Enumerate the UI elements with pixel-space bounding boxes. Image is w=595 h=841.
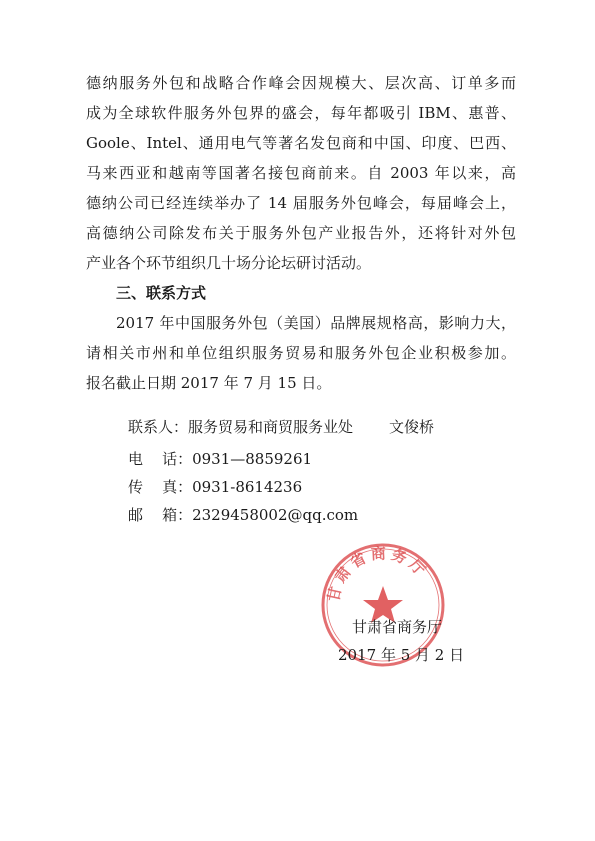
contact-department: 服务贸易和商贸服务业处 — [188, 418, 354, 436]
email-label: 邮 箱： — [128, 506, 193, 524]
phone-label: 电 话： — [128, 450, 193, 468]
section-heading: 三、联系方式 — [116, 284, 207, 302]
body-line: 高德纳公司除发布关于服务外包产业报告外，还将针对外包 — [86, 224, 516, 242]
body-line: 马来西亚和越南等国著名接包商前来。自 2003 年以来，高 — [86, 164, 516, 182]
contact-paragraph-line: 请相关市州和单位组织服务贸易和服务外包企业积极参加。 — [86, 344, 516, 362]
svg-text:甘肃省商务厅: 甘肃省商务厅 — [324, 544, 432, 604]
contact-person: 文俊桥 — [389, 418, 435, 436]
body-line: 德纳服务外包和战略合作峰会因规模大、层次高、订单多而 — [86, 74, 516, 92]
body-line: 德纳公司已经连续举办了 14 届服务外包峰会，每届峰会上， — [86, 194, 516, 212]
contact-label: 联系人： — [128, 418, 189, 436]
fax-value: 0931-8614236 — [192, 478, 303, 496]
signing-date: 2017 年 5 月 2 日 — [338, 646, 465, 664]
fax-label: 传 真： — [128, 478, 193, 496]
body-line: 产业各个环节组织几十场分论坛研讨活动。 — [86, 254, 372, 272]
contact-row-email — [128, 504, 358, 526]
contact-row-phone — [128, 448, 312, 470]
contact-row-person — [128, 416, 434, 438]
phone-value: 0931—8859261 — [192, 450, 313, 468]
contact-paragraph-line: 2017 年中国服务外包（美国）品牌展规格高，影响力大， — [116, 314, 516, 332]
body-line: 成为全球软件服务外包界的盛会，每年都吸引 IBM、惠普、 — [86, 104, 516, 122]
email-value[interactable]: 2329458002@qq.com — [192, 506, 359, 524]
contact-paragraph-line: 报名截止日期 2017 年 7 月 15 日。 — [86, 374, 332, 392]
signing-organization: 甘肃省商务厅 — [352, 618, 443, 636]
body-line: Goole、Intel、通用电气等著名发包商和中国、印度、巴西、 — [86, 134, 516, 152]
contact-row-fax — [128, 476, 302, 498]
